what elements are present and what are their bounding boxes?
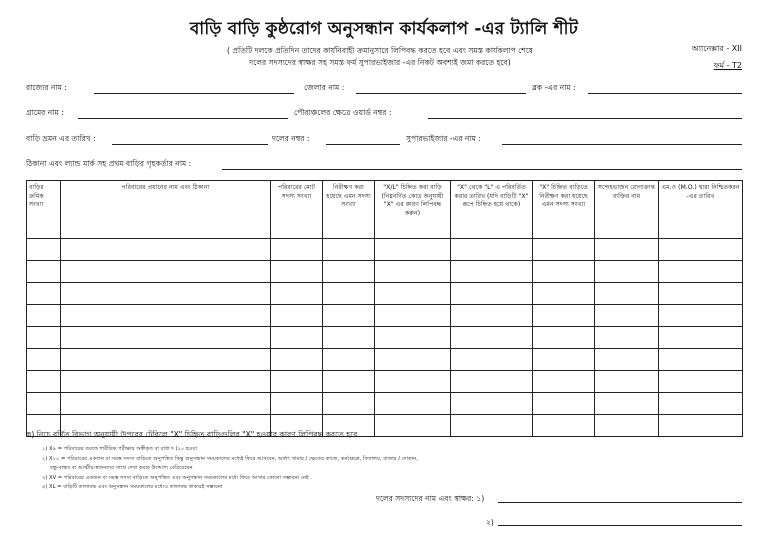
table-cell[interactable] (27, 305, 61, 327)
signature-label-1: দলের সদস্যদের নাম এবং স্বাক্ষর: ১) (376, 494, 485, 503)
table-cell[interactable] (533, 393, 595, 415)
table-cell[interactable] (375, 305, 451, 327)
table-cell[interactable] (61, 261, 271, 283)
table-cell[interactable] (595, 283, 659, 305)
field-row-visit (26, 133, 742, 147)
table-cell[interactable] (27, 327, 61, 349)
col-x-examined: "X" চিহ্নিত বাড়িতে নিরীক্ষণ করা হয়েছে এমন সদস্য সংখ্যা (533, 181, 595, 239)
table-cell[interactable] (271, 393, 323, 415)
table-cell[interactable] (659, 283, 743, 305)
table-cell[interactable] (533, 305, 595, 327)
signature-line-2[interactable] (498, 525, 742, 526)
table-cell[interactable] (61, 305, 271, 327)
col-xl-marked: "X/L" চিহ্নিত করা বাড়ি (নিম্নবর্ণিত কোড অনুযায়ী "X" এর কারণ লিপিবদ্ধ করুন) (375, 181, 451, 239)
table-cell[interactable] (533, 349, 595, 371)
col-examined-members: নিরীক্ষণ করা হয়েছে এমন সদস্য সংখ্যা (323, 181, 375, 239)
col-x-to-l-date: "X" থেকে "L" এ পরিবর্তিত করার তারিখ (যদি বাড়িটি "X" রূপে চিহ্নিত হয়ে থাকে) (451, 181, 533, 239)
district-input-line[interactable] (356, 93, 526, 94)
table-cell[interactable] (595, 349, 659, 371)
table-row (27, 283, 743, 305)
table-cell[interactable] (659, 239, 743, 261)
table-cell[interactable] (323, 349, 375, 371)
table-cell[interactable] (27, 393, 61, 415)
table-cell[interactable] (61, 283, 271, 305)
supervisor-label: সুপারভাইজার -এর নাম : (406, 134, 481, 143)
block-label: ব্লক -এর নাম : (532, 83, 576, 92)
visit-date-input-line[interactable] (112, 144, 268, 145)
table-cell[interactable] (375, 371, 451, 393)
table-cell[interactable] (271, 371, 323, 393)
table-cell[interactable] (27, 283, 61, 305)
table-cell[interactable] (451, 349, 533, 371)
notes-heading: ক) নিচে বর্ণিত বিভাগ অনুযায়ী উপরের টেবিলে "X" চিহ্নিত বাড়িগুলির "X" হওয়ার কারণ লিপিবদ্ধ করতে হবে (26, 430, 358, 439)
table-cell[interactable] (375, 349, 451, 371)
table-cell[interactable] (451, 239, 533, 261)
table-cell[interactable] (595, 327, 659, 349)
table-cell[interactable] (27, 349, 61, 371)
table-cell[interactable] (451, 327, 533, 349)
table-cell[interactable] (27, 239, 61, 261)
table-row (27, 371, 743, 393)
table-cell[interactable] (451, 261, 533, 283)
block-input-line[interactable] (588, 93, 742, 94)
col-total-members: পরিবারের মোট সদস্য সংখ্যা (271, 181, 323, 239)
table-cell[interactable] (323, 371, 375, 393)
form-label: ফর্ম - T2 (713, 61, 742, 70)
village-label: গ্রামের নাম : (26, 108, 64, 117)
signature-line-1[interactable] (498, 502, 742, 503)
table-row (27, 239, 743, 261)
col-serial-number: বাড়ির ক্রমিক সংখ্যা (27, 181, 61, 239)
table-cell[interactable] (451, 305, 533, 327)
table-cell[interactable] (595, 371, 659, 393)
table-cell[interactable] (533, 261, 595, 283)
col-suspect-name: সন্দেহভাজন রোগাক্রান্ত ব্যক্তির নাম (595, 181, 659, 239)
table-cell[interactable] (533, 327, 595, 349)
table-cell[interactable] (451, 283, 533, 305)
ward-input-line[interactable] (428, 118, 742, 119)
instructions (150, 45, 610, 69)
table-row (27, 393, 743, 415)
table-cell[interactable] (659, 349, 743, 371)
table-cell[interactable] (323, 261, 375, 283)
address-input-line[interactable] (222, 169, 742, 170)
team-no-label: দলের নম্বর : (272, 134, 310, 143)
table-cell[interactable] (61, 349, 271, 371)
table-header-row (27, 181, 743, 239)
state-label: রাজ্যের নাম : (26, 83, 67, 92)
field-row-village (26, 107, 742, 121)
note-item: ১) X৯ = পরিবারের তরফে শারীরিক পরীক্ষায় অস্বীকৃত বা বাধা দ (২০ হওয়া (42, 446, 198, 452)
table-cell[interactable] (323, 239, 375, 261)
address-label: ঠিকানা এবং ল্যান্ড মার্ক সহ প্রথম বাড়ির গৃহকর্তার নাম : (26, 159, 192, 168)
table-cell[interactable] (61, 327, 271, 349)
table-cell[interactable] (659, 371, 743, 393)
table-cell[interactable] (271, 327, 323, 349)
annex-block (692, 40, 742, 74)
table-cell[interactable] (533, 283, 595, 305)
table-cell[interactable] (659, 393, 743, 415)
annex-label: অ্যানেক্সার - XII (691, 44, 742, 53)
village-input-line[interactable] (78, 118, 288, 119)
table-cell[interactable] (533, 239, 595, 261)
note-item: বন্ধু-বান্ধব বা আত্মীয়-স্বজনদের সাথে দেখা করার উদ্দেশ্যে বেরিয়েছেন (50, 465, 193, 471)
table-cell[interactable] (375, 283, 451, 305)
table-cell[interactable] (323, 393, 375, 415)
instruction-line-1: ( প্রতিটি দলকে প্রতিদিন তাদের কার্যনিবাহী ক্রমানুসারে লিপিবদ্ধ করতে হবে এবং সমস্ত কার্যকলাপ শেষে (227, 46, 533, 55)
table-cell[interactable] (533, 371, 595, 393)
table-cell[interactable] (375, 261, 451, 283)
table-cell[interactable] (375, 393, 451, 415)
table-cell[interactable] (61, 393, 271, 415)
team-no-input-line[interactable] (326, 144, 400, 145)
field-row-location (26, 82, 742, 96)
table-row (27, 327, 743, 349)
table-cell[interactable] (323, 305, 375, 327)
table-cell[interactable] (375, 327, 451, 349)
table-cell[interactable] (451, 371, 533, 393)
table-body (27, 239, 743, 437)
table-cell[interactable] (659, 261, 743, 283)
table-cell[interactable] (375, 239, 451, 261)
visit-date-label: বাড়ি ভ্রমন এর তারিখ : (26, 134, 96, 143)
table-row (27, 261, 743, 283)
col-mo-confirm-date: এম.ও (M.O.) দ্বারা নিশ্চিতকরন -এর তারিখ (659, 181, 743, 239)
page-title: বাড়ি বাড়ি কুষ্ঠরোগ অনুসন্ধান কার্যকলাপ -এর ট্যালি শীট (189, 19, 579, 39)
table-cell[interactable] (595, 261, 659, 283)
table-cell[interactable] (323, 283, 375, 305)
table-cell[interactable] (595, 393, 659, 415)
field-row-address (26, 158, 742, 172)
note-item: ৩) XV = পরিবারের একজন বা সমস্ত সদস্য বাড়িতে অনুপস্থিত এবং অনুসন্ধান সময়কালের মধ্যে ফিরে আসার কোনো সম্ভাবনা নেই (42, 474, 309, 481)
table-cell[interactable] (61, 371, 271, 393)
table-cell[interactable] (595, 305, 659, 327)
state-input-line[interactable] (94, 93, 294, 94)
signature-label-2: ২) (486, 518, 494, 527)
table-cell[interactable] (271, 261, 323, 283)
table-cell[interactable] (451, 393, 533, 415)
notes-section (26, 429, 742, 493)
table-cell[interactable] (61, 239, 271, 261)
ward-label: পৌরাঞ্চলের ক্ষেত্রে ওয়ার্ড নম্বর : (294, 108, 392, 117)
table-cell[interactable] (323, 327, 375, 349)
table-cell[interactable] (659, 305, 743, 327)
note-item: ৪) XL = বাড়িটি তালাবদ্ধ এবং অনুসন্ধান সময়কালের মধ্যেও তালাবদ্ধ থাকারই সম্ভাবনা (42, 484, 223, 490)
col-head-name-address: পরিবারের প্রধানের নাম এবং ঠিকানা (61, 181, 271, 239)
table-cell[interactable] (595, 239, 659, 261)
table-cell[interactable] (27, 371, 61, 393)
supervisor-input-line[interactable] (502, 144, 742, 145)
table-cell[interactable] (271, 283, 323, 305)
instruction-line-2: দলের সদস্যদের স্বাক্ষর সহ সমস্ত ফর্ম সুপারভাইজার -এর নিকট অবশ্যই জমা করতে হবে) (249, 58, 511, 67)
note-item: ২) X১০ = পরিবারের একজন বা সমস্ত সদস্য বাড়িতে অনুপস্থিত কিন্তু অনুসন্ধান সময়কালের মধ্যেই ফিরে আসবেন, অর্থাৎ খামার / ক্ষেতের কাজে, কর্মক্ষেত্রে, বিদ্যালয়, বাজার / দোকান, (42, 455, 418, 462)
table-cell[interactable] (271, 305, 323, 327)
table-row (27, 305, 743, 327)
table-cell[interactable] (659, 327, 743, 349)
tally-table (26, 180, 743, 437)
table-cell[interactable] (271, 349, 323, 371)
district-label: জেলার নাম : (304, 83, 345, 92)
table-cell[interactable] (27, 261, 61, 283)
table-row (27, 349, 743, 371)
table-cell[interactable] (271, 239, 323, 261)
